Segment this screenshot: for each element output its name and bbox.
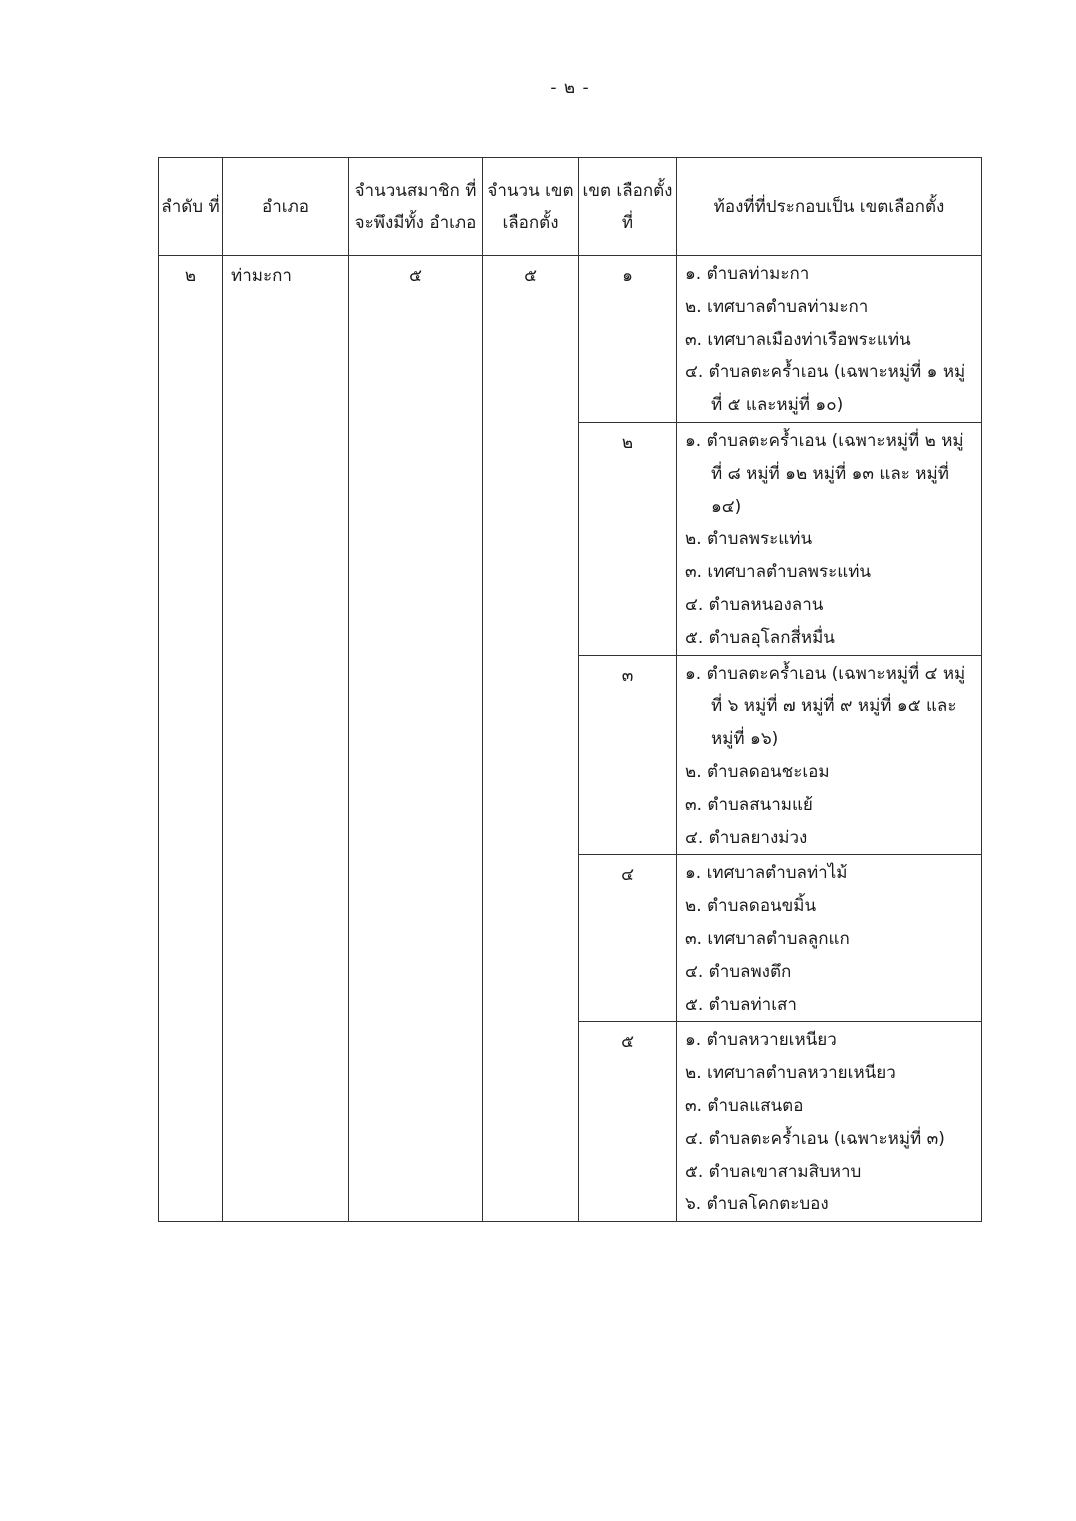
zone-number-cell [579,655,677,855]
area-item: ๒. เทศบาลตำบลท่ามะกา [685,296,869,317]
zone-number-cell [579,855,677,1022]
row-num-zones-cell [483,256,579,1222]
area-item: ๒. เทศบาลตำบลหวายเหนียว [685,1063,896,1084]
header-members: จำนวนสมาชิก ที่จะพึงมีทั้ง อำเภอ [349,158,483,256]
zone-number-cell [579,1022,677,1222]
area-list [677,256,981,422]
area-list [677,656,981,855]
area-item: ๑. ตำบลหวายเหนียว [685,1030,837,1051]
area-item: ๒. ตำบลดอนชะเอม [685,761,830,782]
area-list [677,1022,981,1221]
area-item: ๓. ตำบลแสนตอ [685,1095,804,1116]
area-item: ๓. ตำบลสนามแย้ [685,794,813,815]
row-members: ๕ [409,266,422,286]
zone-areas-cell [677,256,982,423]
row-members-cell [349,256,483,1222]
row-order: ๒ [184,266,197,286]
area-item: ๖. ตำบลโคกตะบอง [685,1194,829,1215]
row-district-cell [223,256,349,1222]
row-order-cell [159,256,223,1222]
zone-number-cell [579,422,677,655]
area-list [677,423,981,655]
area-item: ๑. ตำบลท่ามะกา [685,264,810,284]
zone-areas-cell [677,655,982,855]
area-item: ๓. เทศบาลตำบลพระแท่น [685,562,872,583]
area-item: ๔. ตำบลตะคร้ำเอน (เฉพาะหมู่ที่ ๓) [685,1128,945,1149]
area-item: ๒. ตำบลพระแท่น [685,529,813,550]
area-item: ๕. ตำบลท่าเสา [685,994,797,1015]
table-row [159,256,982,423]
page-number: - ๒ - [550,78,590,98]
row-district: ท่ามะกา [231,266,292,286]
area-item: ๕. ตำบลเขาสามสิบหาบ [685,1161,862,1182]
zone-number-cell [579,256,677,423]
area-item: ๓. เทศบาลเมืองท่าเรือพระแท่น [685,329,911,350]
table-body [159,256,982,1222]
header-row [159,158,982,256]
header-district: อำเภอ [223,158,349,256]
zone-number: ๔ [621,865,634,886]
zone-areas-cell [677,422,982,655]
area-item: ๔. ตำบลตะคร้ำเอน (เฉพาะหมู่ที่ ๑ หมู่ที่ ๕ และหมู่ที่ ๑๐) [685,362,966,416]
zone-number: ๒ [621,432,634,453]
area-item: ๔. ตำบลยางม่วง [685,827,808,848]
zone-areas-cell [677,855,982,1022]
zone-number: ๕ [621,1032,634,1053]
zone-areas-cell [677,1022,982,1222]
area-item: ๔. ตำบลหนองลาน [685,594,824,615]
zone-number: ๓ [621,665,634,686]
header-num-zones: จำนวน เขต เลือกตั้ง [483,158,579,256]
header-zone: เขต เลือกตั้งที่ [579,158,677,256]
area-item: ๑. ตำบลตะคร้ำเอน (เฉพาะหมู่ที่ ๔ หมู่ที่ ๖ หมู่ที่ ๗ หมู่ที่ ๙ หมู่ที่ ๑๕ และหมู่ที่ ๑๖) [685,663,966,750]
header-order: ลำดับ ที่ [159,158,223,256]
zone-number: ๑ [622,266,633,286]
area-item: ๒. ตำบลดอนขมิ้น [685,896,817,917]
area-item: ๕. ตำบลอุโลกสี่หมื่น [685,627,835,648]
area-item: ๔. ตำบลพงตึก [685,961,792,982]
area-list [677,855,981,1021]
election-zone-table [158,157,982,1222]
area-item: ๑. ตำบลตะคร้ำเอน (เฉพาะหมู่ที่ ๒ หมู่ที่ ๘ หมู่ที่ ๑๒ หมู่ที่ ๑๓ และ หมู่ที่ ๑๔) [685,430,964,517]
row-num-zones: ๕ [524,266,537,286]
area-item: ๓. เทศบาลตำบลลูกแก [685,928,850,949]
header-areas: ท้องที่ที่ประกอบเป็น เขตเลือกตั้ง [677,158,982,256]
area-item: ๑. เทศบาลตำบลท่าไม้ [685,863,848,884]
